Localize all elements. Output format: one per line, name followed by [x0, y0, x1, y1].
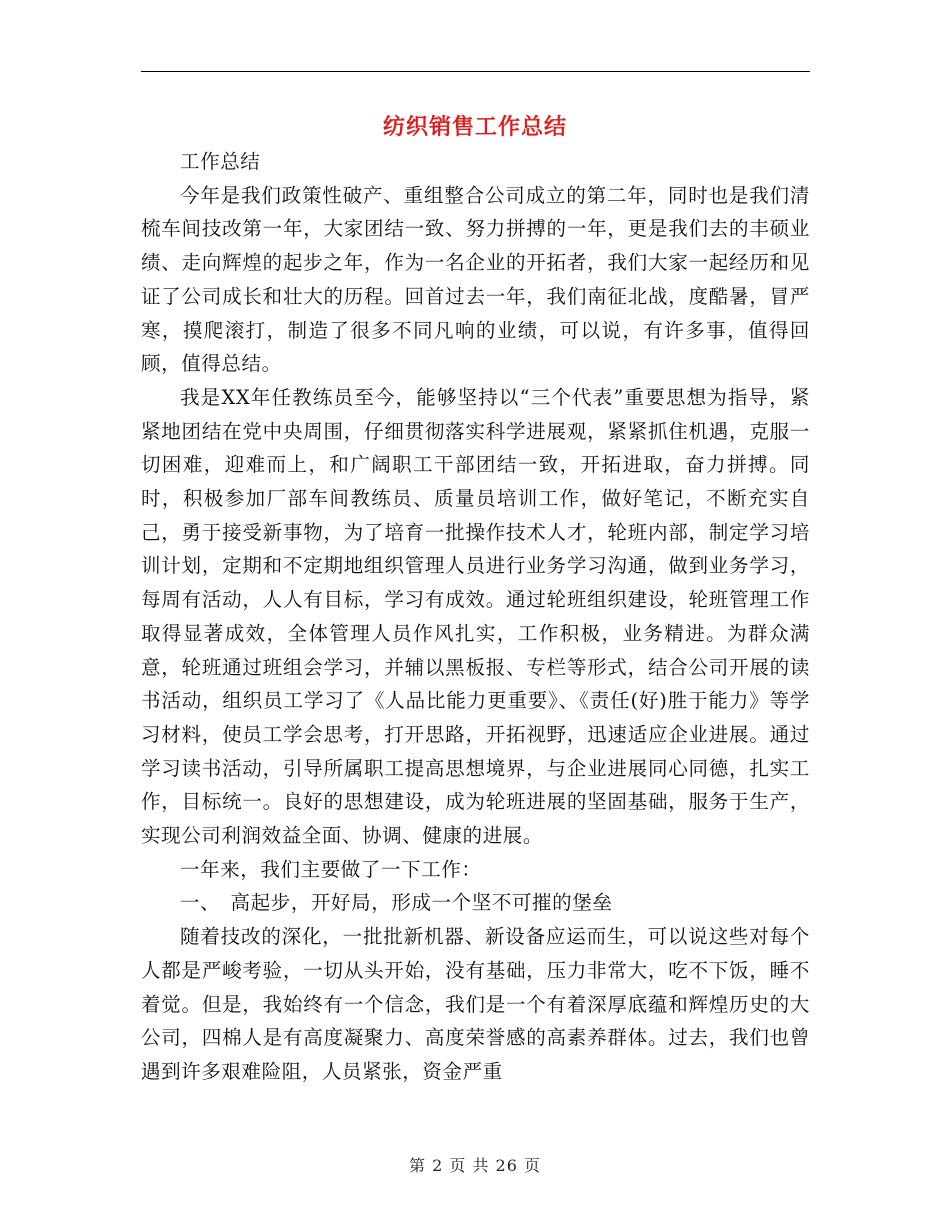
page-number: 第 2 页 共 26 页	[409, 1156, 541, 1175]
paragraph-technical-reform: 随着技改的深化，一批批新机器、新设备应运而生，可以说这些对每个人都是严峻考验，一切从头开始，没有基础，压力非常大，吃不下饭，睡不着觉。但是，我始终有一个信念，我们是一个有着深厚底蕴和辉煌历史的大公司，四棉人是有高度凝聚力、高度荣誉感的高素养群体。过去，我们也曾遇到许多艰难险阻，人员紧张，资金严重	[141, 925, 810, 1083]
section-label: 工作总结	[180, 150, 261, 173]
paragraph-summary-lead: 一年来，我们主要做了一下工作：	[180, 857, 482, 881]
subheading-one: 一、 高起步，开好局，形成一个坚不可摧的堡垒	[180, 891, 613, 915]
document-title: 纺织销售工作总结	[382, 114, 567, 140]
header-rule	[141, 71, 810, 72]
paragraph-personal: 我是XX年任教练员至今，能够坚持以“三个代表”重要思想为指导，紧紧地团结在党中央周围，仔细贯彻落实科学进展观，紧紧抓住机遇，克服一切困难，迎难而上，和广阔职工干部团结一致，开拓进取，奋力拼搏。同时，积极参加厂部车间教练员、质量员培训工作，做好笔记，不断充实自己，勇于接受新事物，为了培育一批操作技术人才，轮班内部，制定学习培训计划，定期和不定期地组织管理人员进行业务学习沟通，做到业务学习，每周有活动，人人有目标，学习有成效。通过轮班组织建设，轮班管理工作取得显著成效，全体管理人员作风扎实，工作积极，业务精进。为群众满意，轮班通过班组会学习，并辅以黑板报、专栏等形式，结合公司开展的读书活动，组织员工学习了《人品比能力更重要》、《责任(好)胜于能力》等学习材料，使员工学会思考，打开思路，开拓视野，迅速适应企业进展。通过学习读书活动，引导所属职工提高思想境界，与企业进展同心同德，扎实工作，目标统一。良好的思想建设，成为轮班进展的坚固基础，服务于生产，实现公司利润效益全面、协调、健康的进展。	[141, 385, 810, 848]
document-body	[141, 145, 810, 1089]
paragraph-intro: 今年是我们政策性破产、重组整合公司成立的第二年，同时也是我们清梳车间技改第一年，大家团结一致、努力拼搏的一年，更是我们去的丰硕业绩、走向辉煌的起步之年，作为一名企业的开拓者，我们大家一起经历和见证了公司成长和壮大的历程。回首过去一年，我们南征北战，度酷暑，冒严寒，摸爬滚打，制造了很多不同凡响的业绩，可以说，有许多事，值得回顾，值得总结。	[141, 183, 810, 376]
